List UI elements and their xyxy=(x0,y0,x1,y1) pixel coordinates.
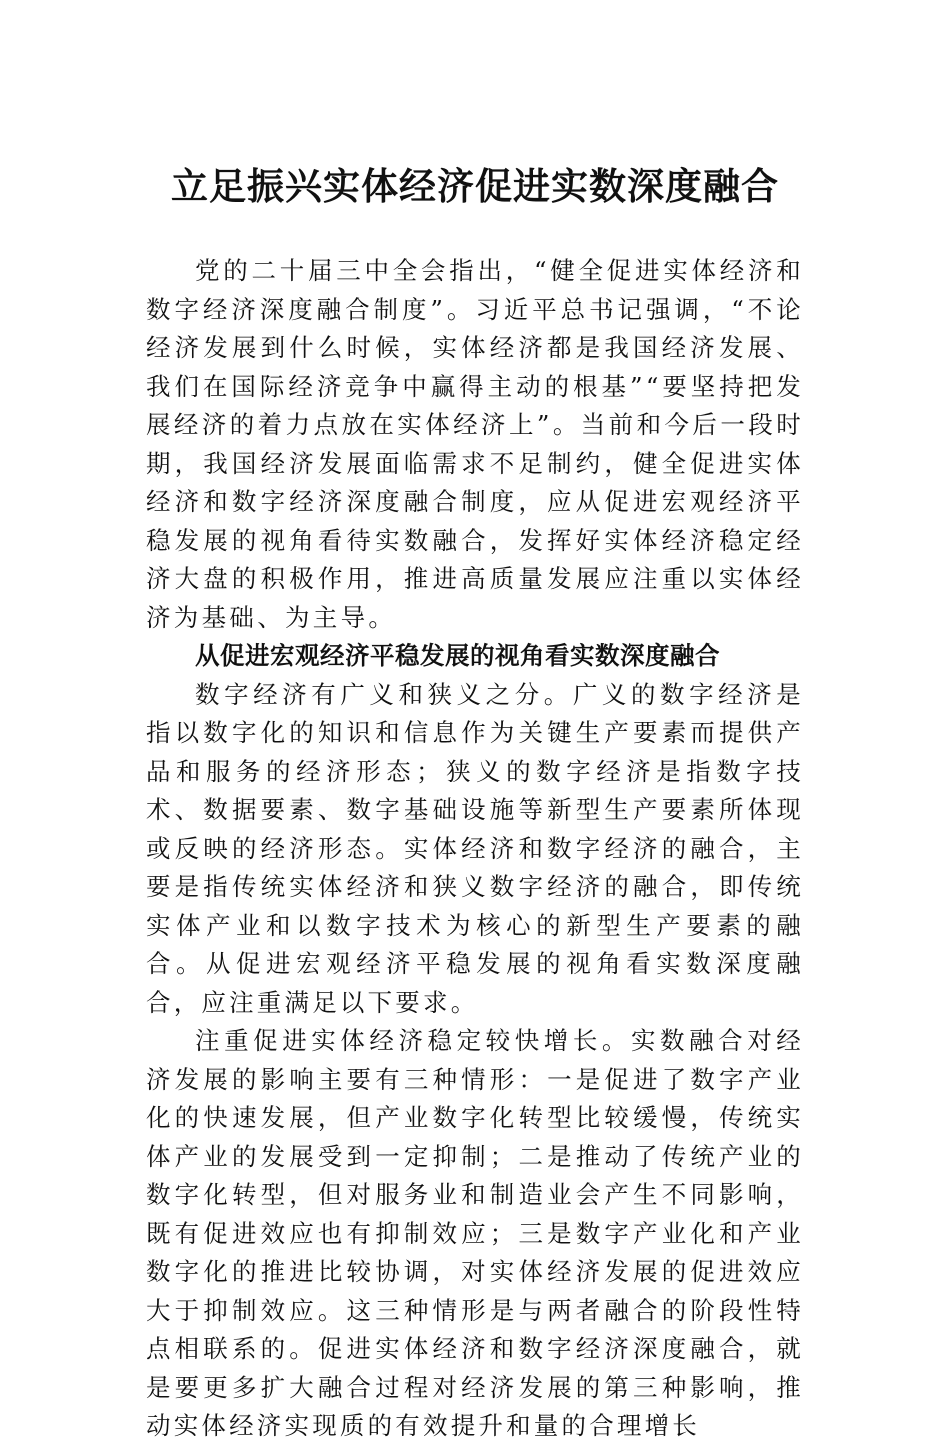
document-body xyxy=(146,252,804,1446)
paragraph-growth: 注重促进实体经济稳定较快增长。实数融合对经济发展的影响主要有三种情形：一是促进了数字产业化的快速发展，但产业数字化转型比较缓慢，传统实体产业的发展受到一定抑制；二是推动了传统产业的数字化转型，但对服务业和制造业会产生不同影响，既有促进效应也有抑制效应；三是数字产业化和产业数字化的推进比较协调，对实体经济发展的促进效应大于抑制效应。这三种情形是与两者融合的阶段性特点相联系的。促进实体经济和数字经济深度融合，就是要更多扩大融合过程对经济发展的第三种影响，推动实体经济实现质的有效提升和量的合理增长 xyxy=(146,1026,804,1440)
paragraph-digital-economy: 数字经济有广义和狭义之分。广义的数字经济是指以数字化的知识和信息作为关键生产要素而提供产品和服务的经济形态；狭义的数字经济是指数字技术、数据要素、数字基础设施等新型生产要素所体现或反映的经济形态。实体经济和数字经济的融合，主要是指传统实体经济和狭义数字经济的融合，即传统实体产业和以数字技术为核心的新型生产要素的融合。从促进宏观经济平稳发展的视角看实数深度融合，应注重满足以下要求。 xyxy=(146,679,804,1017)
section-heading: 从促进宏观经济平稳发展的视角看实数深度融合 xyxy=(195,641,720,670)
paragraph-intro: 党的二十届三中全会指出，“健全促进实体经济和数字经济深度融合制度”。习近平总书记强调，“不论经济发展到什么时候，实体经济都是我国经济发展、我们在国际经济竞争中赢得主动的根基”“要坚持把发展经济的着力点放在实体经济上”。当前和今后一段时期，我国经济发展面临需求不足制约，健全促进实体经济和数字经济深度融合制度，应从促进宏观经济平稳发展的视角看待实数融合，发挥好实体经济稳定经济大盘的积极作用，推进高质量发展应注重以实体经济为基础、为主导。 xyxy=(146,256,804,632)
document-title: 立足振兴实体经济促进实数深度融合 xyxy=(171,164,779,208)
